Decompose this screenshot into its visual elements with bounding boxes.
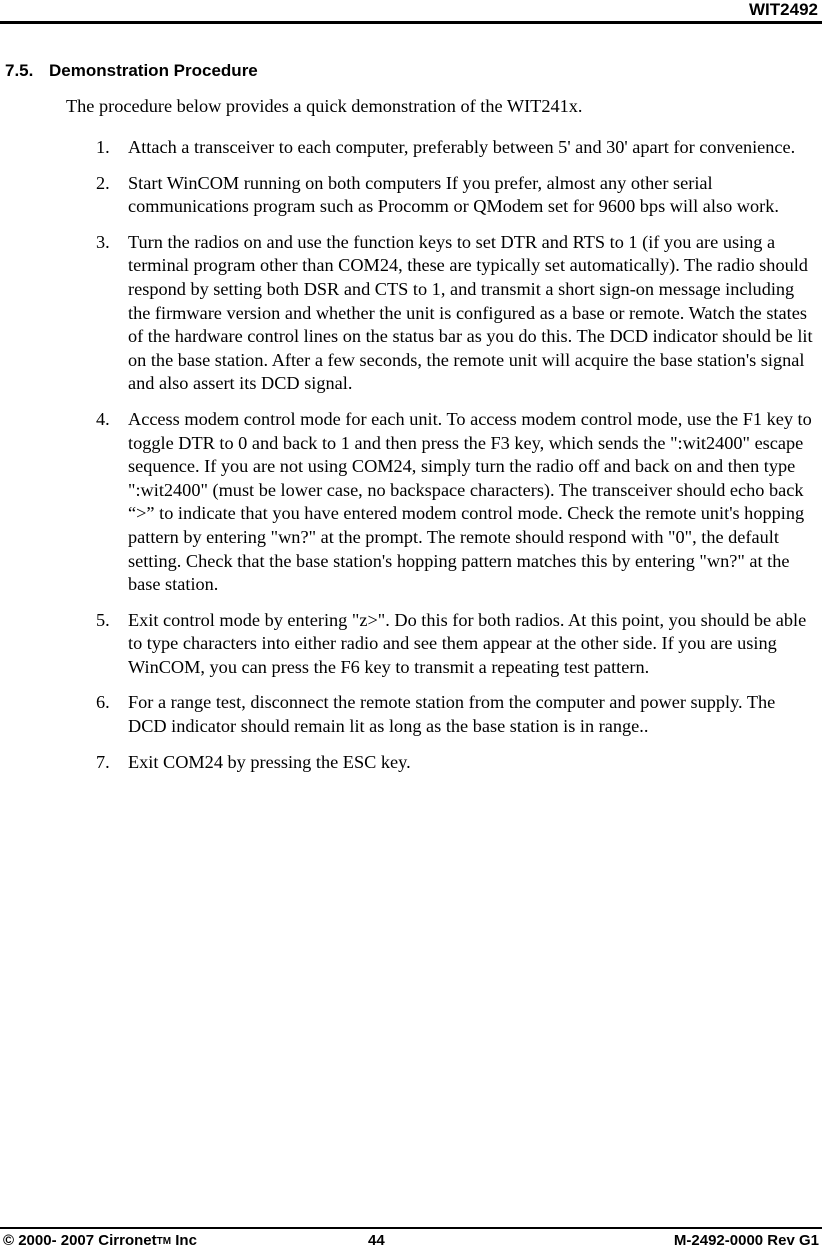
step-text: Exit COM24 by pressing the ESC key. xyxy=(128,751,411,772)
step-text: Start WinCOM running on both computers If you prefer, almost any other serial communications program such as Procomm or QModem set for 9600 bps will also work. xyxy=(128,172,779,217)
step-number: 6. xyxy=(96,692,110,713)
copyright-prefix: © 2000- 2007 Cirronet xyxy=(3,1232,157,1249)
procedure-step xyxy=(0,751,822,775)
procedure-step xyxy=(0,609,822,680)
page-footer xyxy=(0,1232,822,1250)
header-rule xyxy=(0,21,822,24)
footer-copyright xyxy=(3,1232,197,1250)
step-text: Access modem control mode for each unit. To access modem control mode, use the F1 key to toggle DTR to 0 and back to 1 and then press the F3 key, which sends the ":wit2400" escape sequence. If you are not using COM24, simply turn the radio off and back on and then type ":wit2400" (must be lower case, no backspace characters). The transceiver should echo back “>” to indicate that you have entered modem control mode. Check the remote unit's hopping pattern by entering "wn?" at the prompt. The remote should respond with "0", the default setting. Check that the base station's hopping pattern matches this by entering "wn?" at the base station. xyxy=(128,408,812,595)
step-text: Attach a transceiver to each computer, preferably between 5' and 30' apart for convenience. xyxy=(128,137,796,157)
procedure-step xyxy=(0,136,822,160)
step-text: Turn the radios on and use the function keys to set DTR and RTS to 1 (if you are using a terminal program other than COM24, these are typically set automatically). The radio should respond by setting both DSR and CTS to 1, and transmit a short sign-on message including the firmware version and whether the unit is configured as a base or remote. Watch the states of the hardware control lines on the status bar as you do this. The DCD indicator should be lit on the base station. After a few seconds, the remote unit will acquire the base station's signal and also assert its DCD signal. xyxy=(128,231,813,394)
section-number: 7.5. xyxy=(5,61,34,80)
footer-page-number: 44 xyxy=(368,1232,385,1249)
step-number: 4. xyxy=(96,408,110,429)
procedure-step xyxy=(0,172,822,219)
footer-rule xyxy=(0,1227,822,1229)
procedure-step xyxy=(0,408,822,597)
step-number: 7. xyxy=(96,751,110,772)
step-text: Exit control mode by entering "z>". Do this for both radios. At this point, you should be able to type characters into either radio and see them appear at the other side. If you are using WinCOM, you can press the F6 key to transmit a repeating test pattern. xyxy=(128,609,807,677)
copyright-suffix: Inc xyxy=(171,1232,197,1249)
step-number: 2. xyxy=(96,172,110,193)
procedure-step xyxy=(0,231,822,396)
procedure-step xyxy=(0,691,822,738)
trademark-mark: TM xyxy=(156,1236,172,1247)
step-number: 5. xyxy=(96,609,110,630)
section-title: Demonstration Procedure xyxy=(49,61,258,80)
step-number: 3. xyxy=(96,231,110,252)
intro-paragraph: The procedure below provides a quick demonstration of the WIT241x. xyxy=(66,96,583,116)
procedure-steps-list xyxy=(0,136,822,786)
footer-doc-number: M-2492-0000 Rev G1 xyxy=(673,1232,819,1249)
section-heading xyxy=(5,61,258,81)
step-number: 1. xyxy=(96,137,110,157)
document-header-title: WIT2492 xyxy=(749,0,818,19)
step-text: For a range test, disconnect the remote station from the computer and power supply. The DCD indicator should remain lit as long as the base station is in range.. xyxy=(128,692,776,737)
